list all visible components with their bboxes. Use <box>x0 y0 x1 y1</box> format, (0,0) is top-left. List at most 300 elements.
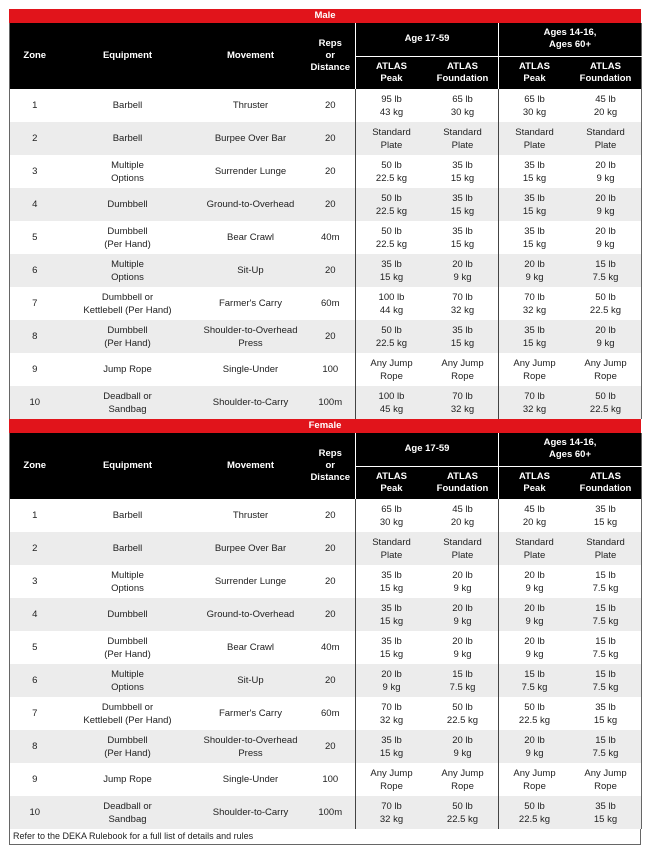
cell-movement <box>196 353 306 386</box>
cell-line: 20 lb <box>595 225 616 237</box>
cell-zone: 5 <box>10 631 60 664</box>
cell-line: 30 kg <box>522 106 547 118</box>
cell-zone: 5 <box>10 221 60 254</box>
cell-line: 50 lb <box>452 800 473 812</box>
cell-zone: 3 <box>10 565 60 598</box>
cell-line: (Per Hand) <box>104 648 151 660</box>
cell-line: Standard <box>372 126 411 138</box>
cell-weight <box>570 287 642 320</box>
cell-line: Rope <box>380 370 403 382</box>
cell-line: 35 lb <box>381 258 402 270</box>
header-atlas-foundation <box>570 466 642 499</box>
cell-line: 35 lb <box>595 800 616 812</box>
cell-line: 70 lb <box>524 291 545 303</box>
header-age-14-16-60 <box>499 23 642 56</box>
cell-line: Options <box>111 681 144 693</box>
header-atlas-foundation <box>570 56 642 89</box>
cell-zone: 6 <box>10 664 60 697</box>
cell-weight <box>356 763 428 796</box>
cell-equipment <box>60 664 196 697</box>
cell-line: 20 lb <box>381 668 402 680</box>
cell-line: 15 kg <box>379 582 404 594</box>
cell-line: Any Jump <box>441 357 484 369</box>
cell-line: Multiple <box>111 258 144 270</box>
cell-zone: 1 <box>10 89 60 122</box>
cell-line: 70 lb <box>452 390 473 402</box>
cell-line: Rope <box>451 370 474 382</box>
cell-reps: 20 <box>306 598 356 631</box>
cell-line: Thruster <box>232 100 269 111</box>
cell-weight <box>570 221 642 254</box>
cell-zone: 6 <box>10 254 60 287</box>
cell-line: Multiple <box>111 569 144 581</box>
cell-line: 30 kg <box>450 106 475 118</box>
cell-weight <box>356 287 428 320</box>
cell-line: Reps <box>318 448 342 459</box>
cell-weight <box>499 353 571 386</box>
cell-weight <box>499 532 571 565</box>
table-row <box>10 763 642 796</box>
header-atlas-peak <box>499 56 571 89</box>
cell-zone: 4 <box>10 188 60 221</box>
cell-reps: 40m <box>306 631 356 664</box>
cell-line: Dumbbell or <box>101 701 154 713</box>
cell-line: Peak <box>523 482 546 494</box>
footer-note: Refer to the DEKA Rulebook for a full list of details and rules <box>9 829 641 845</box>
table-row <box>10 532 642 565</box>
cell-weight <box>356 122 428 155</box>
cell-line: Single-Under <box>222 364 279 375</box>
cell-weight <box>427 796 499 829</box>
cell-line: 15 lb <box>595 635 616 647</box>
cell-line: Standard <box>443 536 482 548</box>
cell-reps: 20 <box>306 188 356 221</box>
cell-weight <box>427 697 499 730</box>
cell-weight <box>570 565 642 598</box>
header-zone: Zone <box>10 433 60 499</box>
table-row <box>10 254 642 287</box>
cell-weight <box>427 631 499 664</box>
cell-line: 15 kg <box>522 238 547 250</box>
cell-line: 70 lb <box>381 800 402 812</box>
cell-line: 9 kg <box>596 337 615 349</box>
cell-equipment <box>60 287 196 320</box>
cell-reps: 20 <box>306 320 356 353</box>
cell-weight <box>570 254 642 287</box>
section-0 <box>9 9 641 419</box>
cell-line: Ages 14-16, <box>543 27 597 39</box>
cell-line: Dumbbell <box>107 225 148 237</box>
cell-reps: 20 <box>306 89 356 122</box>
cell-line: Shoulder-to-Overhead <box>203 734 298 746</box>
cell-weight <box>499 499 571 532</box>
table-row <box>10 664 642 697</box>
cell-weight <box>427 353 499 386</box>
cell-equipment <box>60 763 196 796</box>
cell-line: 20 lb <box>595 159 616 171</box>
cell-line: 35 lb <box>524 225 545 237</box>
cell-weight <box>570 598 642 631</box>
cell-reps: 20 <box>306 730 356 763</box>
header-movement: Movement <box>196 23 306 89</box>
cell-movement <box>196 254 306 287</box>
cell-line: 35 lb <box>524 192 545 204</box>
cell-reps: 60m <box>306 287 356 320</box>
cell-line: 45 lb <box>452 503 473 515</box>
cell-line: 15 kg <box>522 172 547 184</box>
table-row <box>10 796 642 829</box>
cell-line: 35 lb <box>524 159 545 171</box>
cell-line: 35 lb <box>452 324 473 336</box>
cell-weight <box>570 532 642 565</box>
table-row <box>10 730 642 763</box>
header-reps <box>306 23 356 89</box>
cell-line: 15 lb <box>595 602 616 614</box>
cell-equipment <box>60 89 196 122</box>
cell-line: 35 lb <box>524 324 545 336</box>
cell-weight <box>427 155 499 188</box>
cell-line: 95 lb <box>381 93 402 105</box>
cell-weight <box>427 664 499 697</box>
cell-line: Reps <box>318 38 342 49</box>
section-1 <box>9 419 641 829</box>
cell-weight <box>356 565 428 598</box>
cell-line: Shoulder-to-Carry <box>212 807 289 818</box>
cell-weight <box>499 697 571 730</box>
cell-weight <box>427 320 499 353</box>
cell-reps: 20 <box>306 122 356 155</box>
cell-line: Burpee Over Bar <box>214 133 287 144</box>
cell-line: Plate <box>523 549 546 561</box>
cell-line: Foundation <box>579 72 632 84</box>
cell-line: 65 lb <box>452 93 473 105</box>
cell-reps: 100m <box>306 386 356 419</box>
cell-zone: 8 <box>10 320 60 353</box>
cell-equipment <box>60 532 196 565</box>
cell-equipment <box>60 122 196 155</box>
cell-line: 44 kg <box>379 304 404 316</box>
cell-line: 20 lb <box>452 258 473 270</box>
cell-equipment <box>60 386 196 419</box>
cell-weight <box>356 730 428 763</box>
cell-line: 15 kg <box>593 714 618 726</box>
cell-line: 70 lb <box>381 701 402 713</box>
cell-line: 22.5 kg <box>446 813 479 825</box>
cell-weight <box>499 386 571 419</box>
cell-weight <box>570 353 642 386</box>
cell-line: ATLAS <box>447 60 478 72</box>
cell-line: Ground-to-Overhead <box>206 199 295 210</box>
cell-line: Rope <box>380 780 403 792</box>
cell-equipment <box>60 565 196 598</box>
deka-weights-document <box>9 9 641 845</box>
cell-line: Kettlebell (Per Hand) <box>83 714 172 726</box>
cell-weight <box>356 664 428 697</box>
cell-line: Standard <box>586 126 625 138</box>
cell-weight <box>356 386 428 419</box>
cell-weight <box>499 598 571 631</box>
cell-line: 32 kg <box>522 304 547 316</box>
cell-line: Standard <box>372 536 411 548</box>
cell-weight <box>427 730 499 763</box>
cell-line: Multiple <box>111 668 144 680</box>
cell-reps: 20 <box>306 499 356 532</box>
cell-line: 35 lb <box>452 159 473 171</box>
cell-line: Plate <box>380 139 403 151</box>
cell-weight <box>499 89 571 122</box>
cell-line: Ground-to-Overhead <box>206 609 295 620</box>
cell-reps: 20 <box>306 565 356 598</box>
table-row <box>10 697 642 730</box>
cell-line: 9 kg <box>525 582 544 594</box>
cell-line: 9 kg <box>596 205 615 217</box>
cell-line: 32 kg <box>379 813 404 825</box>
cell-weight <box>356 188 428 221</box>
cell-line: 9 kg <box>453 615 472 627</box>
cell-line: 7.5 kg <box>449 681 476 693</box>
cell-weight <box>356 89 428 122</box>
cell-zone: 8 <box>10 730 60 763</box>
cell-weight <box>499 730 571 763</box>
cell-reps: 20 <box>306 254 356 287</box>
header-atlas-foundation <box>427 466 499 499</box>
cell-line: 35 lb <box>595 503 616 515</box>
cell-line: 9 kg <box>453 747 472 759</box>
table-body <box>10 89 642 419</box>
cell-line: ATLAS <box>447 470 478 482</box>
cell-line: 50 lb <box>595 291 616 303</box>
cell-line: ATLAS <box>519 60 550 72</box>
cell-line: Any Jump <box>370 357 413 369</box>
cell-line: 9 kg <box>453 271 472 283</box>
cell-line: Press <box>238 337 263 349</box>
table-row <box>10 122 642 155</box>
cell-movement <box>196 499 306 532</box>
cell-weight <box>427 386 499 419</box>
table-row <box>10 565 642 598</box>
cell-line: 20 lb <box>595 324 616 336</box>
cell-movement <box>196 386 306 419</box>
cell-line: 20 lb <box>452 602 473 614</box>
cell-weight <box>570 796 642 829</box>
cell-weight <box>570 89 642 122</box>
cell-line: 50 lb <box>595 390 616 402</box>
table-row <box>10 188 642 221</box>
cell-line: Dumbbell <box>107 734 148 746</box>
cell-weight <box>570 763 642 796</box>
cell-reps: 20 <box>306 532 356 565</box>
cell-line: Options <box>111 582 144 594</box>
cell-movement <box>196 598 306 631</box>
cell-line: 20 kg <box>450 516 475 528</box>
cell-line: 35 lb <box>381 635 402 647</box>
cell-line: 35 lb <box>452 192 473 204</box>
cell-weight <box>499 763 571 796</box>
cell-zone: 1 <box>10 499 60 532</box>
cell-line: 15 kg <box>379 747 404 759</box>
cell-weight <box>570 499 642 532</box>
cell-weight <box>499 221 571 254</box>
table-row <box>10 287 642 320</box>
cell-zone: 10 <box>10 386 60 419</box>
cell-line: ATLAS <box>376 60 407 72</box>
header-age-17-59: Age 17-59 <box>356 23 499 56</box>
cell-weight <box>356 796 428 829</box>
cell-line: 15 lb <box>452 668 473 680</box>
cell-line: Shoulder-to-Overhead <box>203 324 298 336</box>
weights-table <box>9 433 642 829</box>
cell-line: Plate <box>451 549 474 561</box>
cell-line: Shoulder-to-Carry <box>212 397 289 408</box>
cell-line: Farmer's Carry <box>218 298 283 309</box>
cell-line: 20 lb <box>524 602 545 614</box>
cell-zone: 2 <box>10 532 60 565</box>
cell-line: 35 lb <box>381 569 402 581</box>
cell-line: 70 lb <box>452 291 473 303</box>
cell-weight <box>427 499 499 532</box>
cell-line: 65 lb <box>381 503 402 515</box>
cell-line: ATLAS <box>590 470 621 482</box>
cell-line: Ages 60+ <box>549 39 592 51</box>
cell-line: Ages 60+ <box>549 449 592 461</box>
cell-equipment <box>60 796 196 829</box>
cell-line: Any Jump <box>584 357 627 369</box>
cell-line: 20 kg <box>522 516 547 528</box>
cell-line: 32 kg <box>450 304 475 316</box>
cell-weight <box>427 565 499 598</box>
cell-line: Rope <box>451 780 474 792</box>
cell-line: Options <box>111 271 144 283</box>
cell-line: 45 kg <box>379 403 404 415</box>
cell-weight <box>499 122 571 155</box>
cell-weight <box>570 155 642 188</box>
cell-line: 7.5 kg <box>521 681 548 693</box>
cell-line: Farmer's Carry <box>218 708 283 719</box>
cell-equipment <box>60 499 196 532</box>
cell-weight <box>427 532 499 565</box>
cell-line: 50 lb <box>452 701 473 713</box>
cell-reps: 100m <box>306 796 356 829</box>
cell-weight <box>570 730 642 763</box>
cell-line: 15 lb <box>595 258 616 270</box>
table-row <box>10 221 642 254</box>
cell-line: 9 kg <box>525 615 544 627</box>
cell-line: 9 kg <box>525 271 544 283</box>
cell-line: Multiple <box>111 159 144 171</box>
header-movement: Movement <box>196 433 306 499</box>
cell-weight <box>356 631 428 664</box>
cell-line: Rope <box>523 370 546 382</box>
cell-line: Foundation <box>436 72 489 84</box>
cell-weight <box>427 254 499 287</box>
cell-weight <box>356 155 428 188</box>
cell-weight <box>427 287 499 320</box>
cell-line: Ages 14-16, <box>543 437 597 449</box>
cell-line: Rope <box>523 780 546 792</box>
cell-line: Deadball or <box>103 800 152 812</box>
cell-weight <box>356 221 428 254</box>
cell-line: 15 kg <box>522 205 547 217</box>
cell-line: 22.5 kg <box>375 238 408 250</box>
cell-line: 45 lb <box>524 503 545 515</box>
cell-line: Kettlebell (Per Hand) <box>83 304 172 316</box>
cell-line: 20 lb <box>524 258 545 270</box>
section-banner: Male <box>9 9 641 23</box>
cell-line: Any Jump <box>441 767 484 779</box>
cell-line: (Per Hand) <box>104 337 151 349</box>
cell-movement <box>196 287 306 320</box>
cell-reps: 20 <box>306 664 356 697</box>
cell-weight <box>427 89 499 122</box>
cell-line: Any Jump <box>584 767 627 779</box>
cell-zone: 3 <box>10 155 60 188</box>
cell-line: Rope <box>594 780 617 792</box>
cell-movement <box>196 763 306 796</box>
cell-line: Plate <box>380 549 403 561</box>
cell-movement <box>196 155 306 188</box>
cell-movement <box>196 188 306 221</box>
weights-table <box>9 23 642 419</box>
cell-reps: 100 <box>306 353 356 386</box>
cell-weight <box>356 697 428 730</box>
cell-line: Sandbag <box>108 813 147 825</box>
table-header <box>10 23 642 89</box>
cell-line: (Per Hand) <box>104 238 151 250</box>
cell-line: 7.5 kg <box>592 747 619 759</box>
cell-weight <box>356 254 428 287</box>
cell-line: 9 kg <box>525 747 544 759</box>
cell-movement <box>196 89 306 122</box>
cell-line: Dumbbell <box>107 609 148 620</box>
cell-line: 22.5 kg <box>589 304 622 316</box>
header-equipment: Equipment <box>60 23 196 89</box>
cell-zone: 7 <box>10 697 60 730</box>
table-row <box>10 386 642 419</box>
table-row <box>10 320 642 353</box>
cell-line: 100 lb <box>378 390 405 402</box>
cell-line: 35 lb <box>381 734 402 746</box>
cell-line: Distance <box>310 62 351 73</box>
sections-container <box>9 9 641 829</box>
cell-line: Options <box>111 172 144 184</box>
cell-line: Plate <box>594 139 617 151</box>
cell-weight <box>570 664 642 697</box>
cell-equipment <box>60 697 196 730</box>
cell-weight <box>427 221 499 254</box>
cell-weight <box>570 386 642 419</box>
cell-line: 65 lb <box>524 93 545 105</box>
cell-movement <box>196 532 306 565</box>
cell-line: 22.5 kg <box>375 205 408 217</box>
cell-weight <box>356 532 428 565</box>
cell-line: 20 lb <box>524 734 545 746</box>
cell-weight <box>570 697 642 730</box>
cell-line: 43 kg <box>379 106 404 118</box>
cell-line: 15 kg <box>450 172 475 184</box>
header-reps <box>306 433 356 499</box>
cell-line: 50 lb <box>381 159 402 171</box>
table-row <box>10 353 642 386</box>
cell-weight <box>427 763 499 796</box>
cell-weight <box>499 565 571 598</box>
cell-zone: 9 <box>10 353 60 386</box>
cell-line: Plate <box>594 549 617 561</box>
cell-line: Foundation <box>436 482 489 494</box>
cell-line: 22.5 kg <box>589 403 622 415</box>
cell-zone: 10 <box>10 796 60 829</box>
header-atlas-foundation <box>427 56 499 89</box>
cell-line: Plate <box>523 139 546 151</box>
